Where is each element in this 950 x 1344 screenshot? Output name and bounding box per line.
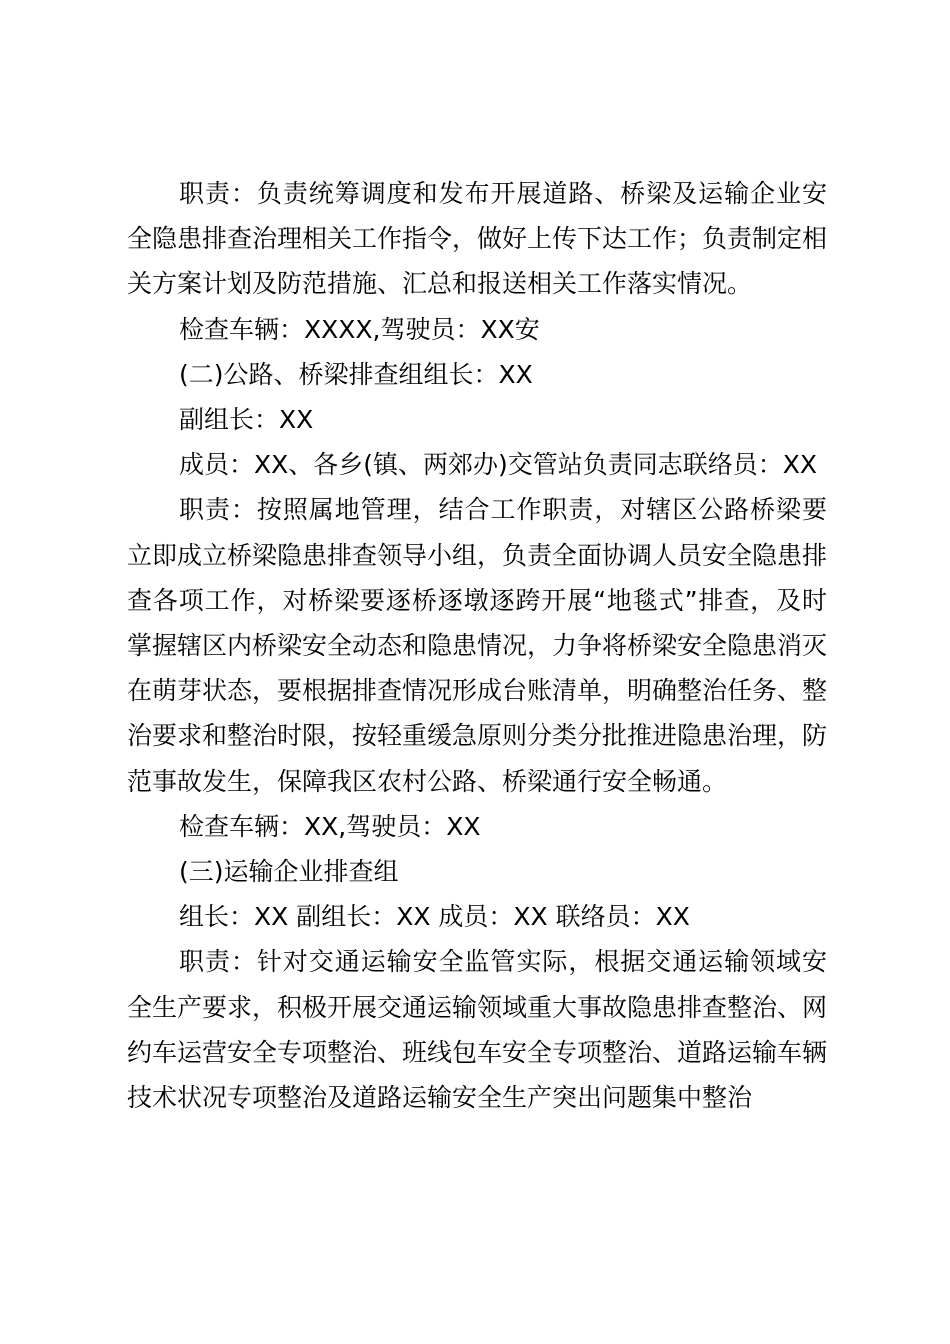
paragraph-vehicle-1: 检查车辆：XXXX,驾驶员：XX安 (179, 314, 540, 344)
paragraph-duties-bridge: 职责：按照属地管理，结合工作职责，对辖区公路桥梁要立即成立桥梁隐患排查领导小组，负责全面协调人员安全隐患排查各项工作，对桥梁要逐桥逐墩逐跨开展“地毯式”排查，及时掌握辖区内桥梁安全动态和隐患情况，力争将桥梁安全隐患消灭在萌芽状态，要根据排查情况形成台账清单，明确整治任务、整治要求和整治时限，按轻重缓急原则分类分批推进隐患治理，防范事故发生，保障我区农村公路、桥梁通行安全畅通。 (127, 495, 828, 796)
paragraph-group-roster: 组长：XX 副组长：XX 成员：XX 联络员：XX (179, 902, 690, 932)
paragraph-duties-command: 职责：负责统筹调度和发布开展道路、桥梁及运输企业安全隐患排查治理相关工作指令，做好上传下达工作；负责制定相关方案计划及防范措施、汇总和报送相关工作落实情况。 (127, 179, 828, 299)
paragraph-section-3-heading: (三)运输企业排查组 (179, 857, 399, 887)
document-body (127, 171, 827, 1120)
paragraph-section-2-heading: (二)公路、桥梁排查组组长：XX (179, 359, 533, 389)
paragraph-members: 成员：XX、各乡(镇、两郊办)交管站负责同志联络员：XX (179, 450, 818, 480)
paragraph-duties-transport: 职责：针对交通运输安全监管实际，根据交通运输领域安全生产要求，积极开展交通运输领域重大事故隐患排查整治、网约车运营安全专项整治、班线包车安全专项整治、道路运输车辆技术状况专项整治及道路运输安全生产突出问题集中整治 (127, 947, 828, 1113)
paragraph-vehicle-2: 检查车辆：XX,驾驶员：XX (179, 811, 481, 841)
paragraph-deputy-leader: 副组长：XX (179, 405, 314, 435)
